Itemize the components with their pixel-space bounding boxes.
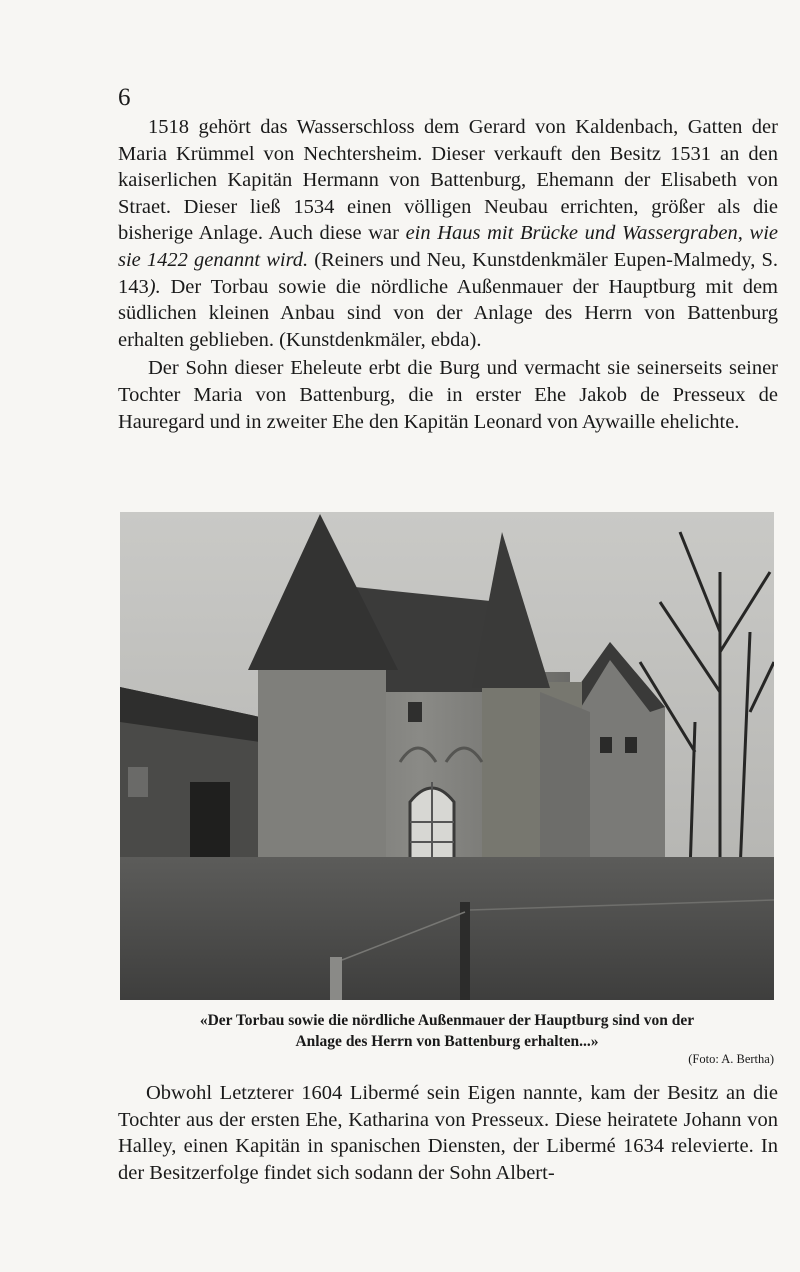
castle-gatehouse-image [120,512,774,1000]
photo-caption [120,1010,774,1052]
paragraph-1-part-a: 1518 gehört das Wasserschloss dem Gerard von Kaldenbach, Gatten der Maria Krümmel von Nechtersheim. Dieser verkauft den Besitz 1531 an den kaiserlichen Kapitän Hermann von Battenburg, Ehemann der Elisabeth von Straet. Dieser ließ 1534 einen völligen Neubau errichten, größer als die bisherige Anlage. Auch diese war [118,116,778,245]
paragraph-2: Der Sohn dieser Eheleute erbt die Burg und vermacht sie seinerseits seiner Tochter Maria von Battenburg, die in erster Ehe Jakob de Presseux de Hauregard und in zweiter Ehe den Kapitän Leonard von Aywaille ehelichte. [118,357,778,433]
page-number: 6 [118,84,131,111]
paragraph-1-quote: ein Haus mit Brücke und Wassergraben, wie sie 1422 genannt wird. [118,222,778,271]
photo-credit: (Foto: A. Bertha) [688,1052,774,1066]
body-text-bottom [118,1080,778,1186]
paragraph-1-part-c: Der Torbau sowie die nördliche Außenmauer der Hauptburg mit dem südlichen kleinen Anbau sind von der Anlage des Herrn von Battenburg erhalten geblieben. (Kunstdenkmäler, ebda). [118,275,778,351]
paragraph-1-close: ). [148,275,161,298]
caption-line-1: «Der Torbau sowie die nördliche Außenmauer der Hauptburg sind von der [199,1012,695,1029]
paragraph-1 [118,114,778,353]
paragraph-1-part-b: (Reiners und Neu, Kunstdenkmäler Eupen-Malmedy, S. 143 [118,248,778,298]
castle-photo [120,512,774,1000]
caption-line-2: Anlage des Herrn von Battenburg erhalten...» [295,1033,599,1050]
paragraph-3: Obwohl Letzterer 1604 Libermé sein Eigen nannte, kam der Besitz an die Tochter aus der ersten Ehe, Katharina von Presseux. Diese heiratete Johann von Halley, einen Kapitän in spanischen Diensten, der Libermé 1634 relevierte. In der Besitzerfolge findet sich sodann der Sohn Albert- [118,1082,778,1184]
body-text-top [118,114,778,435]
